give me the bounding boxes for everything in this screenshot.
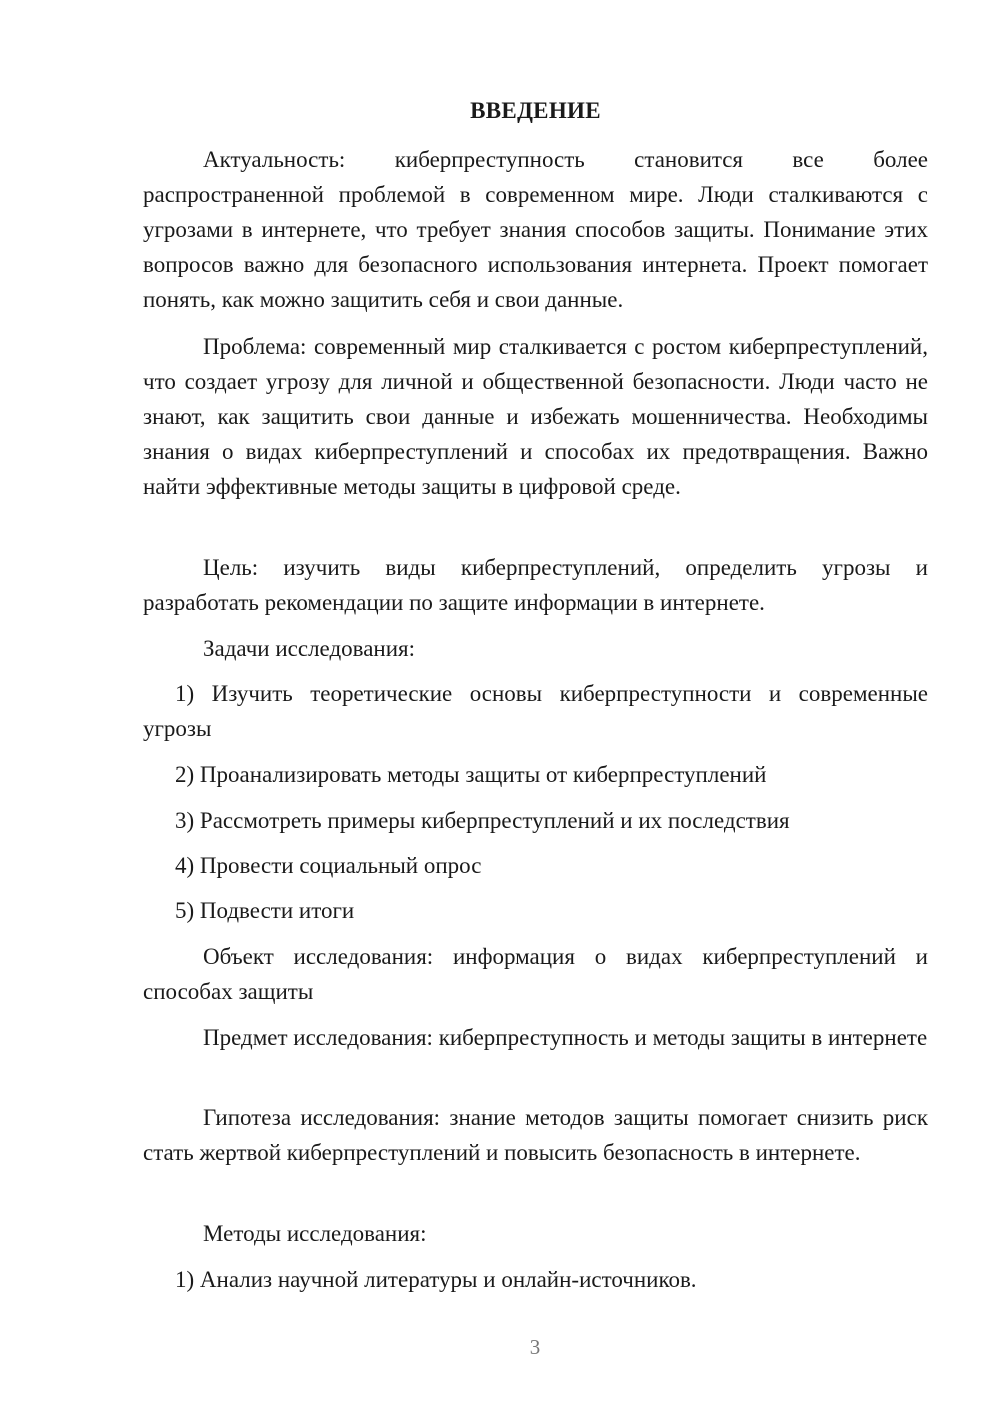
section-title: ВВЕДЕНИЕ	[470, 98, 601, 123]
task-item-5: 5) Подвести итоги	[175, 898, 355, 923]
paragraph-object: Объект исследования: информация о видах киберпреступлений и способах защиты	[143, 944, 928, 1004]
paragraph-goal: Цель: изучить виды киберпреступлений, определить угрозы и разработать рекомендации по защите информации в интернете.	[143, 555, 928, 615]
method-item-1: 1) Анализ научной литературы и онлайн-источников.	[175, 1267, 697, 1292]
task-item-1: 1) Изучить теоретические основы киберпреступности и современные угрозы	[143, 681, 928, 741]
methods-heading: Методы исследования:	[203, 1221, 427, 1246]
paragraph-subject: Предмет исследования: киберпреступность и методы защиты в интернете	[203, 1025, 928, 1050]
page-number: 3	[529, 1335, 541, 1359]
paragraph-hypothesis: Гипотеза исследования: знание методов защиты помогает снизить риск стать жертвой киберпреступлений и повысить безопасность в интернете.	[143, 1105, 928, 1165]
task-item-3: 3) Рассмотреть примеры киберпреступлений и их последствия	[175, 808, 790, 833]
tasks-heading: Задачи исследования:	[203, 636, 416, 661]
task-item-2: 2) Проанализировать методы защиты от киберпреступлений	[175, 762, 767, 787]
paragraph-problem: Проблема: современный мир сталкивается с ростом киберпреступлений, что создает угрозу для личной и общественной безопасности. Люди часто не знают, как защитить свои данные и избежать мошенничества. Необходимы знания о видах киберпреступлений и способах их предотвращения. Важно найти эффективные методы защиты в цифровой среде.	[143, 334, 928, 499]
task-item-4: 4) Провести социальный опрос	[175, 853, 482, 878]
paragraph-relevance: Актуальность: киберпреступность становится все более распространенной проблемой в современном мире. Люди сталкиваются с угрозами в интернете, что требует знания способов защиты. Понимание этих вопросов важно для безопасного использования интернета. Проект помогает понять, как можно защитить себя и свои данные.	[143, 147, 928, 312]
